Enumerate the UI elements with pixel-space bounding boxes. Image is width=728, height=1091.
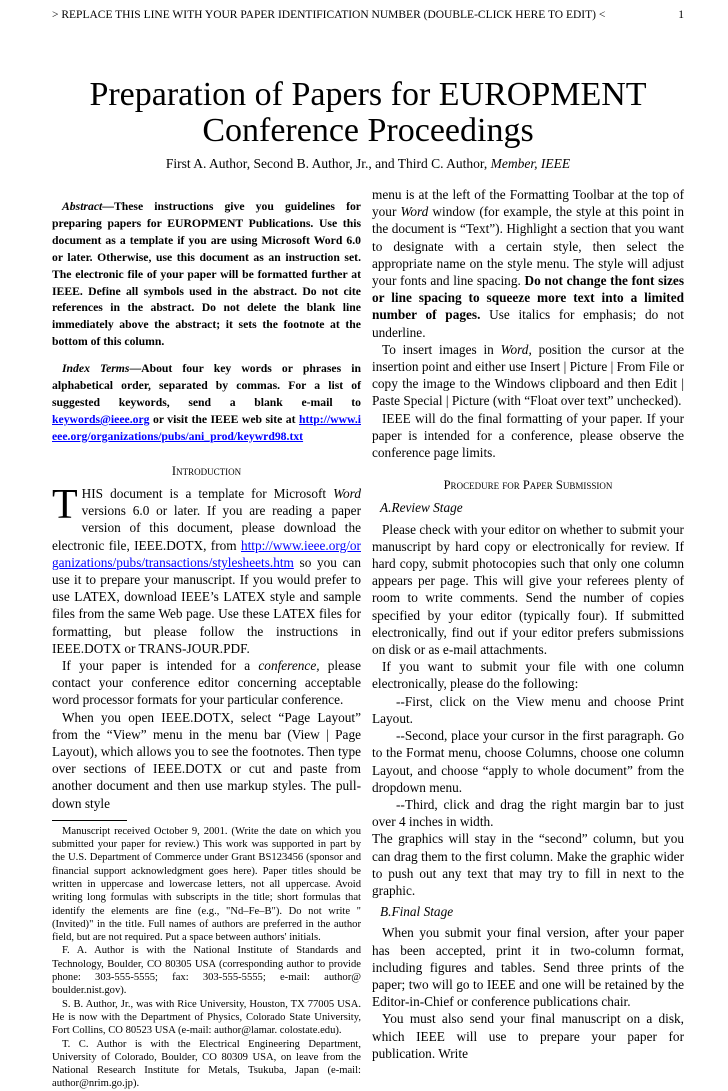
review-stage-heading: A.Review Stage (380, 500, 463, 516)
left-column (52, 186, 361, 1091)
footnote-author-3: T. C. Author is with the Electrical Engineering Department, University of Colorado, Boulder, CO 80309 USA, on leave from the National Research Institute for Metals, Tsukuba, Japan (e-mail: author@nrim.go.jp). (52, 1038, 361, 1090)
keywords-email-link[interactable]: keywords@ieee.org (52, 412, 150, 426)
review-step-2: --Second, place your cursor in the first paragraph. Go to the Format menu, choose Columns, choose one column Layout, and choose “apply to whole document” from the dropdown menu. (372, 728, 684, 795)
author-membership: Member, IEEE (490, 156, 571, 171)
style-paragraph: menu is at the left of the Formatting Toolbar at the top of your Word window (for example, the style at this point in the document is “Text”). Highlight a section that you want to designate with a certain style, then select the appropriate name on the style menu. The style will adjust your fonts and line spacing. Do not change the font sizes or line spacing to squeeze more text into a limited number of pages. Use italics for emphasis; do not underline. (372, 187, 685, 340)
abstract-label: Abstract (62, 200, 103, 213)
review-paragraph-graphics: The graphics will stay in the “second” column, but you can drag them to the first column. Make the graphic wider to push out any text that may try to fill in next to the graphic. (372, 831, 684, 898)
running-header (52, 4, 684, 26)
review-paragraph-2: If you want to submit your file with one column electronically, please do the following: (372, 659, 684, 692)
final-paragraph-1: When you submit your final version, after your paper has been accepted, print it in two-column format, including figures and tables. Send three prints of the paper; two will go to IEEE and one will be retained by the Editor-in-Chief or conference publications chair. (372, 925, 684, 1010)
final-paragraph-2: You must also send your final manuscript on a disk, which IEEE will use to prepare your paper for publication. Write (372, 1011, 684, 1061)
review-paragraph-1: Please check with your editor on whether to submit your manuscript by hard copy or electronically for review. If hard copy, submit photocopies such that only one column appears per page. This will give your referees plenty of room to write comments. Send the number of copies specified by your editor (typically four). If submitted electronically, find out if your editor prefers submissions on disk or as e-mail attachments. (372, 521, 684, 658)
footnotes (52, 825, 361, 1091)
review-step-1: --First, click on the View menu and choose Print Layout. (372, 693, 684, 726)
review-step-3: --Third, click and drag the right margin bar to just over 4 inches in width. (372, 796, 684, 830)
footnote-manuscript: Manuscript received October 9, 2001. (Write the date on which you submitted your paper for review.) This work was supported in part by the U.S. Department of Commerce under Grant BS123456 (sponsor and financial support acknowledgment goes here). Paper titles should be written in uppercase and lowercase letters, not all uppercase. Avoid writing long formulas with subscripts in the title; short formulas that identify the elements are fine (e.g., "Nd–Fe–B"). Do not write "(Invited)" in the title. Full names of authors are preferred in the author field, but are not required. Put a space between authors' initials. (52, 825, 361, 944)
index-terms-label: Index Terms (62, 362, 130, 376)
abstract-text: —These instructions give you guidelines for preparing papers for EUROPMENT Publications. Use this document as a template if you are using Microsoft Word 6.0 or later. Otherwise, use this document as an instruction set. The electronic file of your paper will be formatted further at IEEE. Define all symbols used in the abstract. Do not cite references in the abstract. Do not delete the blank line immediately above the abstract; it sets the footnote at the bottom of this column. (52, 200, 361, 349)
keywords-url-link[interactable]: http://www.ieee.org/organizations/pubs/ani_prod/keywrd98.txt (52, 412, 361, 443)
page-number: 1 (678, 9, 684, 21)
footnote-rule (52, 820, 127, 821)
index-terms: Index Terms—About four key words or phrases in alphabetical order, separated by commas. For a list of suggested keywords, send a blank e-mail to keywords@ieee.org or visit the IEEE web site at http://www.ieee.org/organizations/pubs/ani_prod/keywrd98.txt (52, 362, 361, 443)
final-stage-heading: B.Final Stage (380, 904, 454, 920)
running-title: > REPLACE THIS LINE WITH YOUR PAPER IDENTIFICATION NUMBER (DOUBLE-CLICK HERE TO EDIT) < (52, 9, 606, 21)
procedure-heading: Procedure for Paper Submission (443, 478, 613, 493)
stylesheets-link[interactable]: http://www.ieee.org/organizations/pubs/transactions/stylesheets.htm (52, 537, 361, 570)
final-formatting-paragraph: IEEE will do the final formatting of your paper. If your paper is intended for a conference, please observe the conference page limits. (372, 410, 684, 461)
font-warning: Do not change the font sizes or line spacing to squeeze more text into a limited number of pages. (372, 273, 684, 323)
introduction-heading: Introduction (171, 463, 242, 478)
intro-paragraph-3: When you open IEEE.DOTX, select “Page Layout” from the “View” menu in the menu bar (View | Page Layout), which allows you to see the footnotes. Then type over sections of IEEE.DOTX or cut and paste from another document and then use markup styles. The pull-down style (52, 709, 361, 811)
author-names: First A. Author, Second B. Author, Jr., and Third C. Author, (165, 156, 488, 171)
intro-paragraph-2: If your paper is intended for a conference, please contact your conference editor concerning acceptable word processor formats for your particular conference. (52, 657, 362, 708)
author-line (52, 155, 684, 173)
abstract (52, 199, 361, 351)
footnote-author-2: S. B. Author, Jr., was with Rice University, Houston, TX 77005 USA. He is now with the Department of Physics, Colorado State University, Fort Collins, CO 80523 USA (e-mail: author@lamar. colostate.edu). (52, 998, 361, 1037)
footnote-author-1: F. A. Author is with the National Institute of Standards and Technology, Boulder, CO 80305 USA (corresponding author to provide phone: 303-555-5555; fax: 303-555-5555; e-mail: author@ boulder.nist.gov). (52, 945, 361, 997)
paper-title: Preparation of Papers for EUROPMENT Conference Proceedings (89, 76, 647, 149)
images-paragraph: To insert images in Word, position the cursor at the insertion point and either use Insert | Picture | From File or copy the image to the Windows clipboard and then Edit | Paste Special | Picture (with “Float over text” unchecked). (372, 341, 684, 409)
right-column (372, 186, 684, 1062)
intro-paragraph-1: THIS document is a template for Microsoft Word versions 6.0 or later. If you are reading a paper version of this document, please download the electronic file, IEEE.DOTX, from http://www.ieee.org/organizations/pubs/transactions/stylesheets.htm so you can use it to prepare your manuscript. If you would prefer to use LATEX, download IEEE’s LATEX style and sample files from the same Web page. Use these LATEX files for formatting, but please follow the instructions in IEEE.DOTX or TRANS-JOUR.PDF. (52, 481, 362, 656)
drop-cap: T (52, 481, 78, 528)
